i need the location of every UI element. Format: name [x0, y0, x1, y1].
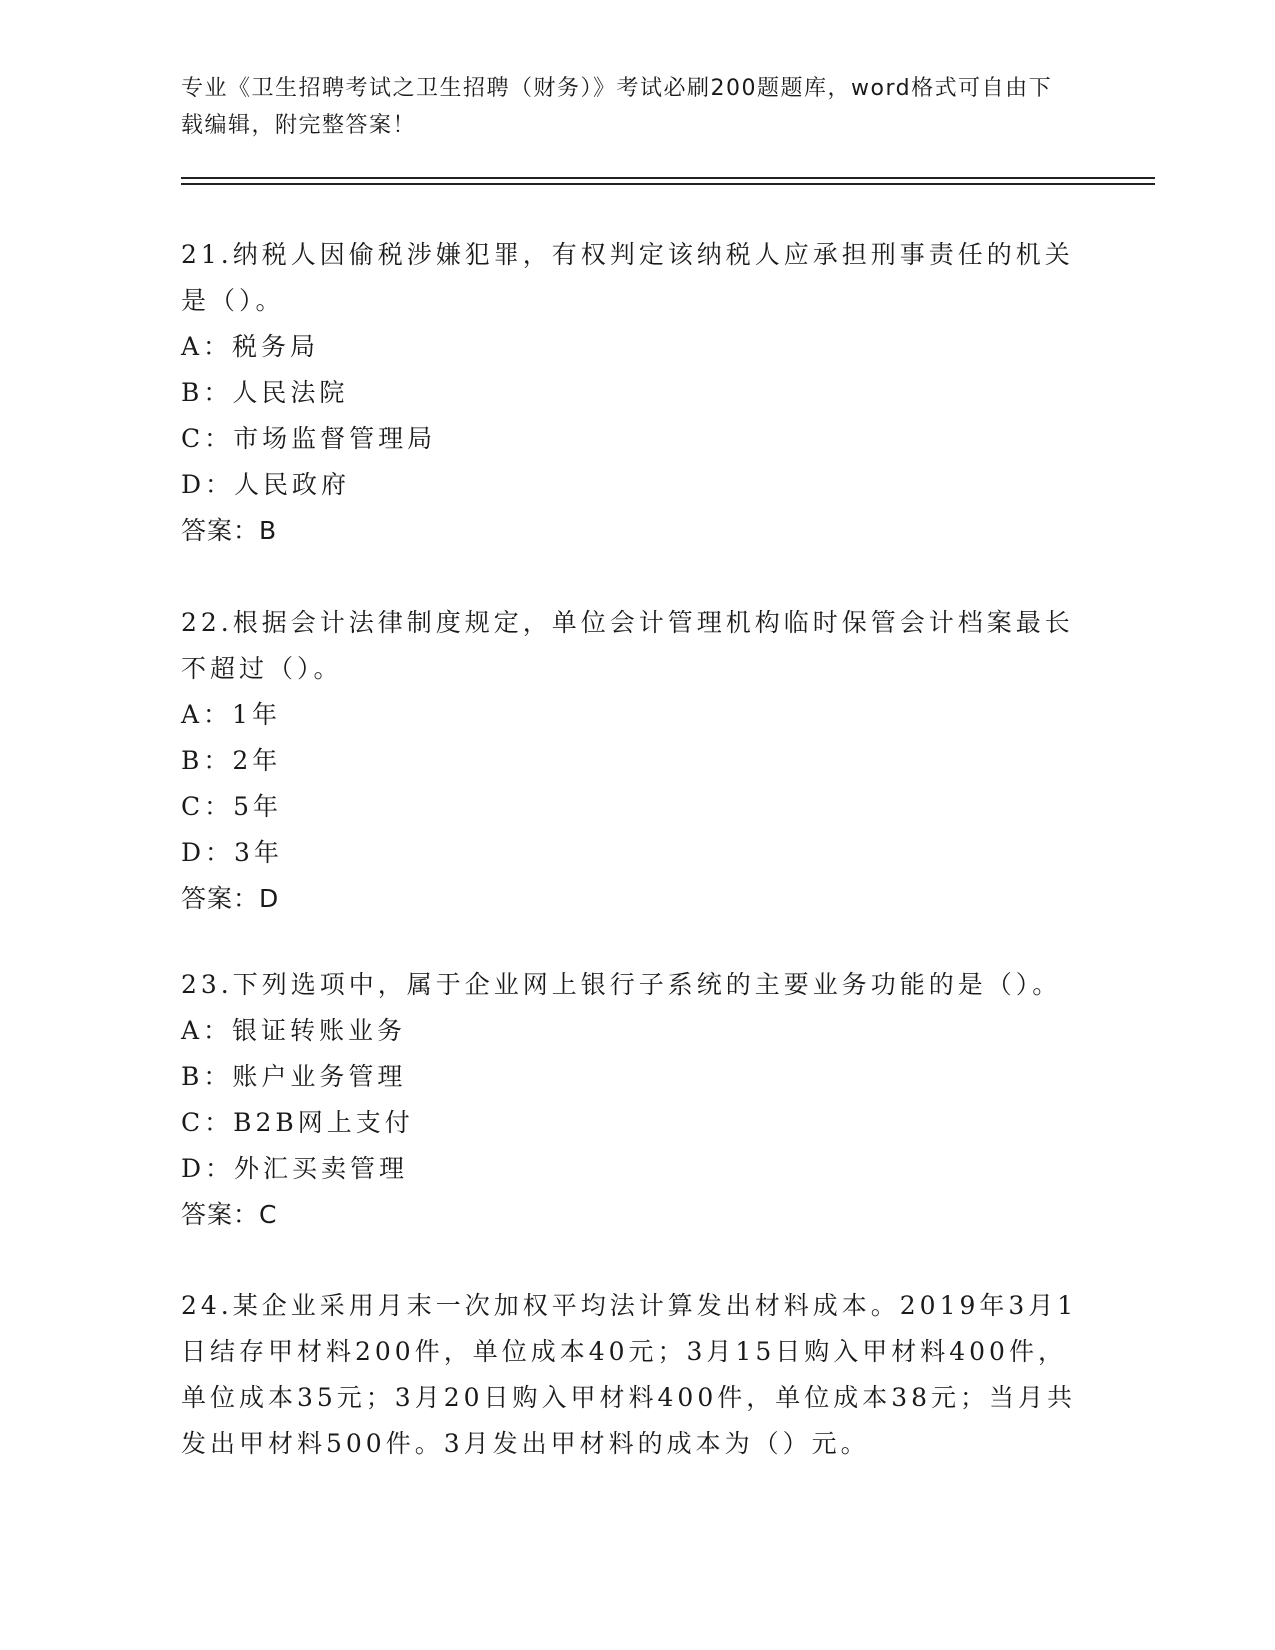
option-b: B：人民法院: [181, 378, 349, 407]
question-22: [181, 600, 1081, 922]
question-text: 22.根据会计法律制度规定，单位会计管理机构临时保管会计档案最长不超过（）。: [181, 608, 1074, 683]
question-24: [181, 1283, 1081, 1467]
answer: 答案：B: [181, 516, 278, 545]
document-header: 专业《卫生招聘考试之卫生招聘（财务）》考试必刷200题题库，word格式可自由下载编辑，附完整答案！: [181, 76, 1053, 138]
option-b: B：账户业务管理: [181, 1062, 407, 1091]
option-c: C：5年: [181, 792, 283, 821]
answer: 答案：C: [181, 1200, 278, 1229]
option-a: A：税务局: [181, 332, 320, 361]
option-d: D：外汇买卖管理: [181, 1154, 409, 1183]
question-text: 24.某企业采用月末一次加权平均法计算发出材料成本。2019年3月1日结存甲材料200件，单位成本40元；3月15日购入甲材料400件，单位成本35元；3月20日购入甲材料400件，单位成本38元；当月共发出甲材料500件。3月发出甲材料的成本为（）元。: [181, 1291, 1078, 1458]
header-divider-bottom: [181, 183, 1155, 185]
option-b: B：2年: [181, 746, 282, 775]
question-text: 23.下列选项中，属于企业网上银行子系统的主要业务功能的是（）。: [181, 970, 1062, 999]
question-23: [181, 962, 1081, 1238]
header-divider-top: [181, 177, 1155, 179]
option-c: C：市场监督管理局: [181, 424, 437, 453]
option-d: D：3年: [181, 838, 283, 867]
option-a: A：1年: [181, 700, 281, 729]
answer: 答案：D: [181, 884, 280, 913]
option-a: A：银证转账业务: [181, 1016, 407, 1045]
option-d: D：人民政府: [181, 470, 351, 499]
question-21: [181, 232, 1081, 554]
question-text: 21.纳税人因偷税涉嫌犯罪，有权判定该纳税人应承担刑事责任的机关是（）。: [181, 240, 1074, 315]
option-c: C：B2B网上支付: [181, 1108, 414, 1137]
